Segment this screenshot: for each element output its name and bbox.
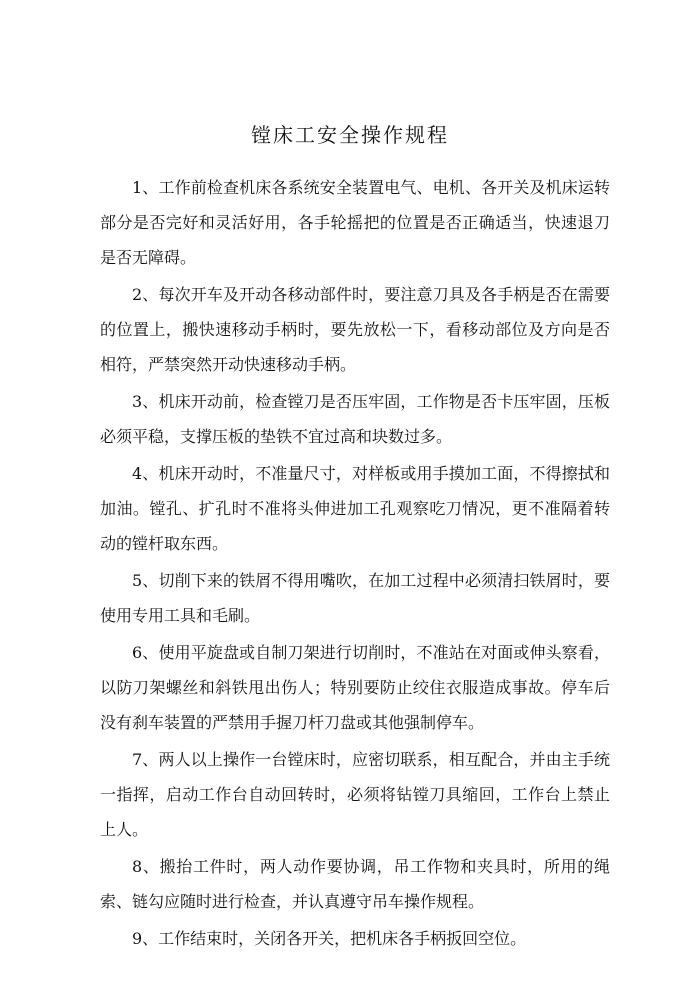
paragraph-6: 6、使用平旋盘或自制刀架进行切削时，不准站在对面或伸头察看，以防刀架螺丝和斜铁甩出伤人；特别要防止绞住衣服造成事故。停车后没有刹车装置的严禁用手握刀杆刀盘或其他强制停车。 xyxy=(100,643,610,732)
paragraph-9: 9、工作结束时，关闭各开关，把机床各手柄扳回空位。 xyxy=(132,929,527,948)
paragraph-4: 4、机床开动时，不准量尺寸，对样板或用手摸加工面，不得擦拭和加油。镗孔、扩孔时不准将头伸进加工孔观察吃刀情况，更不准隔着转动的镗杆取东西。 xyxy=(100,464,610,553)
paragraph-1: 1、工作前检查机床各系统安全装置电气、电机、各开关及机床运转部分是否完好和灵活好用，各手轮摇把的位置是否正确适当，快速退刀是否无障碍。 xyxy=(100,178,610,267)
paragraph-2: 2、每次开车及开动各移动部件时，要注意刀具及各手柄是否在需要的位置上，搬快速移动手柄时，要先放松一下，看移动部位及方向是否相符，严禁突然开动快速移动手柄。 xyxy=(100,285,610,374)
paragraph-5: 5、切削下来的铁屑不得用嘴吹，在加工过程中必须清扫铁屑时，要使用专用工具和毛刷。 xyxy=(100,571,610,625)
paragraph-8: 8、搬抬工件时，两人动作要协调，吊工作物和夹具时，所用的绳索、链勾应随时进行检查，并认真遵守吊车操作规程。 xyxy=(100,857,610,911)
document-title: 镗床工安全操作规程 xyxy=(251,123,449,147)
paragraph-3: 3、机床开动前，检查镗刀是否压牢固，工作物是否卡压牢固，压板必须平稳，支撑压板的垫铁不宜过高和块数过多。 xyxy=(100,392,610,446)
paragraph-7: 7、两人以上操作一台镗床时，应密切联系，相互配合，并由主手统一指挥，启动工作台自动回转时，必须将钻镗刀具缩回，工作台上禁止上人。 xyxy=(100,750,610,839)
document-body xyxy=(100,170,610,958)
